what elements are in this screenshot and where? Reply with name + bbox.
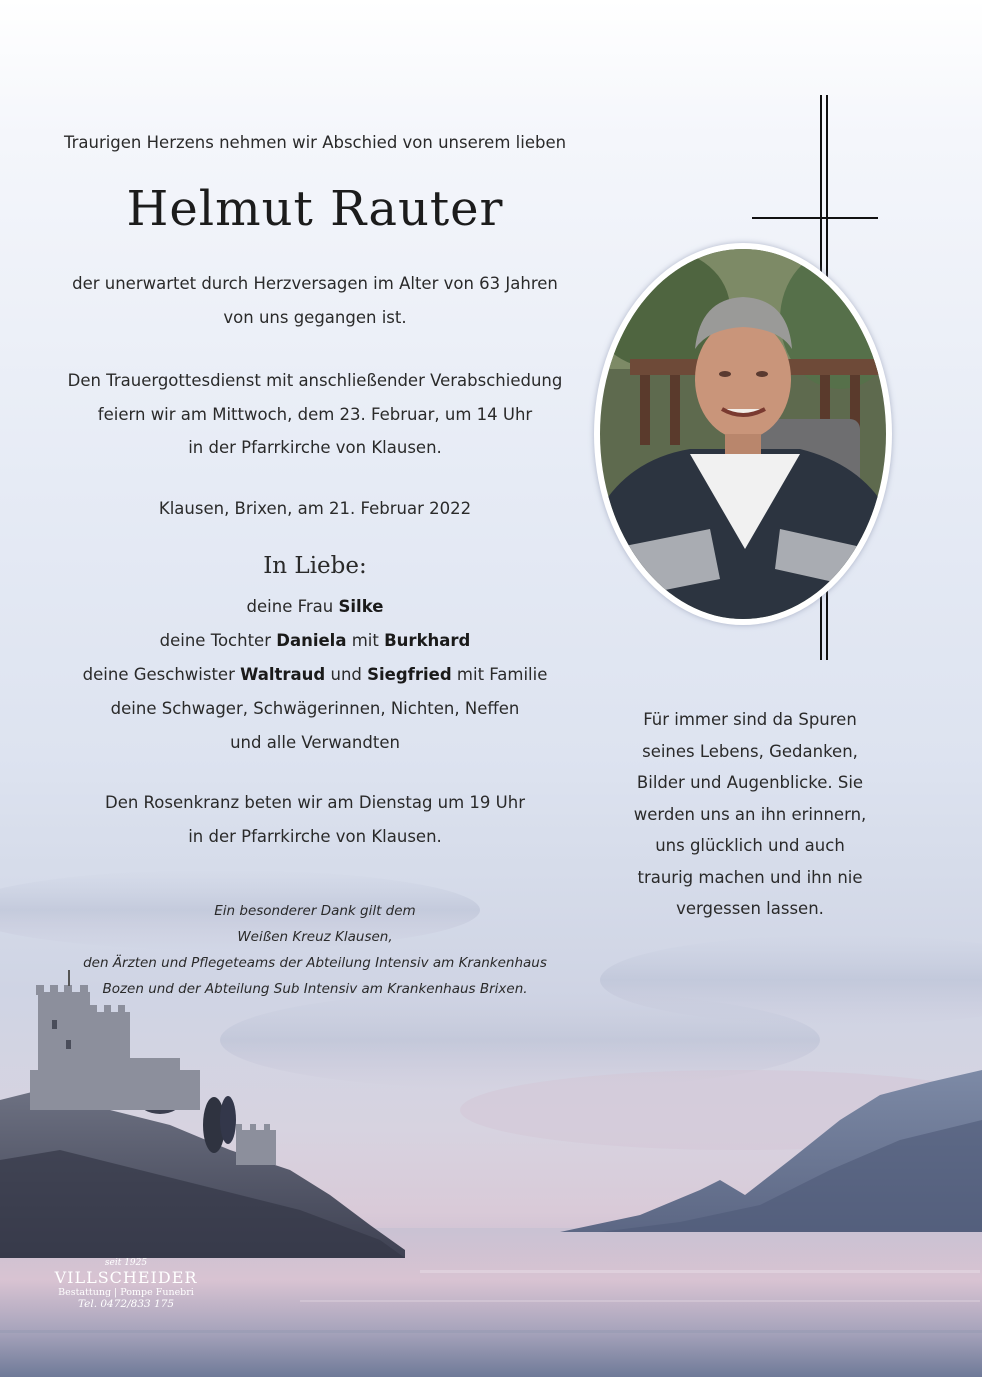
- mourner-wife: deine Frau Silke: [246, 597, 384, 616]
- logo-brand: VILLSCHEIDER: [54, 1268, 198, 1287]
- quote-line: seines Lebens, Gedanken,: [642, 741, 858, 761]
- cause-line-1: der unerwartet durch Herzversagen im Alter von 63 Jahren: [72, 274, 558, 293]
- thanks-line: Weißen Kreuz Klausen,: [237, 929, 393, 945]
- intro-text: Traurigen Herzens nehmen wir Abschied von unserem lieben: [63, 133, 567, 152]
- portrait-photo: [600, 249, 886, 619]
- in-love-heading: In Liebe:: [263, 553, 367, 579]
- logo-subtitle: Bestattung | Pompe Funebri: [58, 1287, 194, 1298]
- quote-line: traurig machen und ihn nie: [637, 867, 863, 887]
- quote-line: vergessen lassen.: [676, 899, 824, 918]
- mourner-siblings: deine Geschwister Waltraud und Siegfried mit Familie: [82, 665, 548, 684]
- place-date: Klausen, Brixen, am 21. Februar 2022: [158, 499, 472, 518]
- quote-line: werden uns an ihn erinnern,: [633, 804, 867, 824]
- cause-line-2: von uns gegangen ist.: [223, 308, 407, 327]
- logo-since: seit 1925: [104, 1258, 148, 1268]
- funeral-home-logo: [46, 1258, 206, 1310]
- logo-phone: Tel. 0472/833 175: [77, 1298, 175, 1310]
- mourner-daughter: deine Tochter Daniela mit Burkhard: [159, 631, 471, 650]
- thanks-block: [40, 898, 590, 1002]
- mourner-relatives: und alle Verwandten: [230, 733, 400, 752]
- thanks-line: Ein besonderer Dank gilt dem: [214, 903, 416, 919]
- quote-line: uns glücklich und auch: [655, 836, 845, 855]
- thanks-line: den Ärzten und Pflegeteams der Abteilung Intensiv am Krankenhaus: [83, 955, 547, 971]
- service-line-2: feiern wir am Mittwoch, dem 23. Februar, um 14 Uhr: [97, 405, 533, 424]
- quote-line: Für immer sind da Spuren: [643, 710, 857, 729]
- service-line-3: in der Pfarrkirche von Klausen.: [188, 438, 442, 457]
- rosary-line-2: in der Pfarrkirche von Klausen.: [188, 827, 442, 846]
- memorial-quote: [610, 704, 890, 925]
- service-line-1: Den Trauergottesdienst mit anschließender Verabschiedung: [67, 371, 563, 390]
- deceased-name: Helmut Rauter: [126, 181, 504, 237]
- quote-line: Bilder und Augenblicke. Sie: [636, 773, 864, 792]
- rosary-line-1: Den Rosenkranz beten wir am Dienstag um 19 Uhr: [104, 793, 525, 812]
- thanks-line: Bozen und der Abteilung Sub Intensiv am Krankenhaus Brixen.: [102, 981, 528, 997]
- mourner-inlaws: deine Schwager, Schwägerinnen, Nichten, Neffen: [110, 699, 520, 718]
- portrait-frame: [594, 243, 892, 625]
